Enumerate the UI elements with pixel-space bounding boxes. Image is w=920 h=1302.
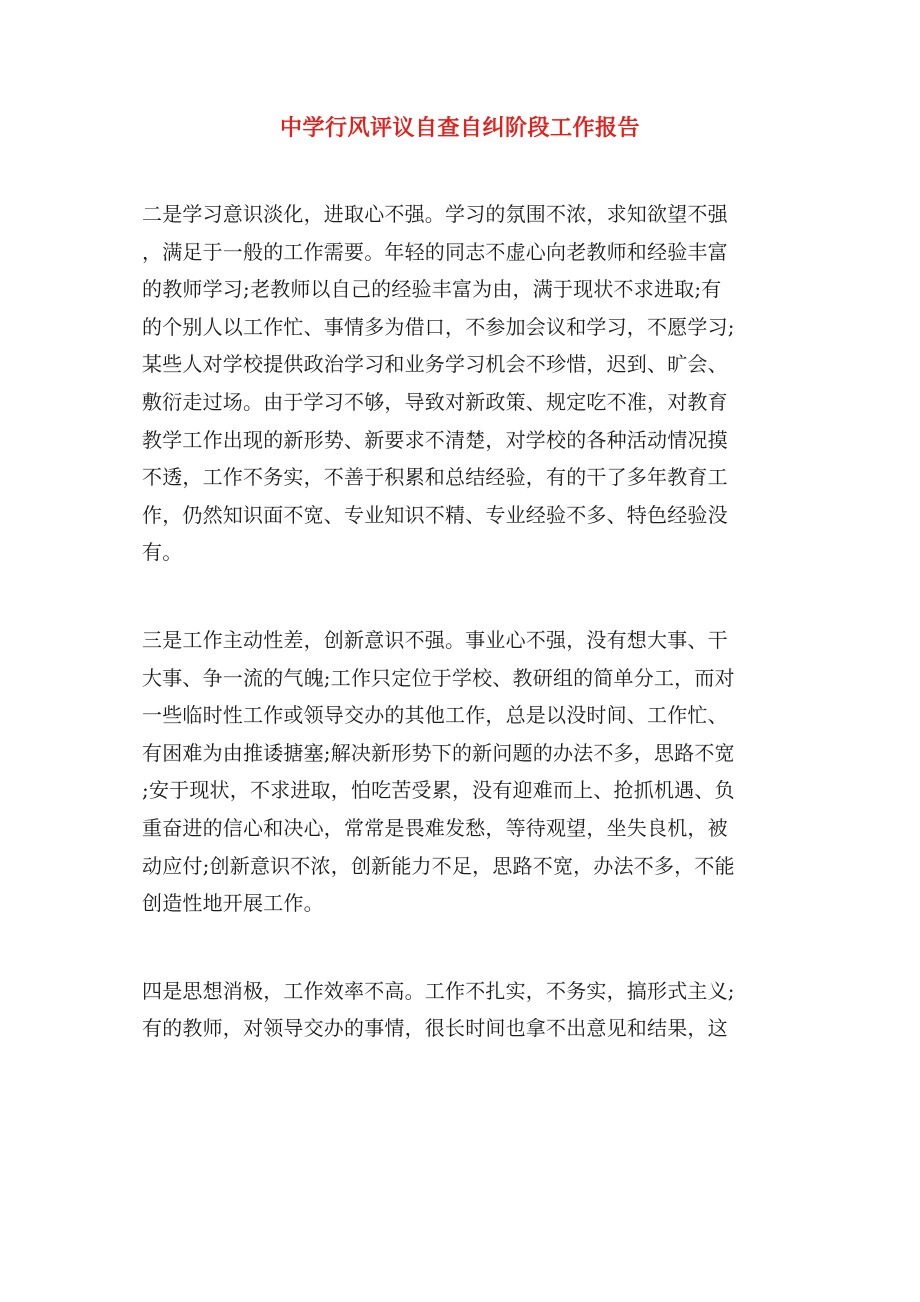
text-line: 有。 — [142, 540, 183, 565]
text-line: 的个别人以工作忙、事情多为借口，不参加会议和学习，不愿学习; — [142, 314, 735, 339]
document-title: 中学行风评议自查自纠阶段工作报告 — [279, 115, 640, 141]
text-line: 四是思想消极，工作效率不高。工作不扎实，不务实，搞形式主义; — [142, 978, 735, 1003]
text-line: 不透，工作不务实，不善于积累和总结经验，有的干了多年教育工 — [142, 465, 728, 490]
text-line: 一些临时性工作或领导交办的其他工作，总是以没时间、工作忙、 — [142, 703, 728, 728]
text-line: 敷衍走过场。由于学习不够，导致对新政策、规定吃不准，对教育 — [142, 389, 728, 414]
text-line: 动应付;创新意识不浓，创新能力不足，思路不宽，办法不多，不能 — [142, 853, 735, 878]
text-line: ，满足于一般的工作需要。年轻的同志不虚心向老教师和经验丰富 — [142, 239, 728, 264]
text-line: 作，仍然知识面不宽、专业知识不精、专业经验不多、特色经验没 — [142, 502, 728, 527]
text-line: 创造性地开展工作。 — [142, 891, 324, 916]
document-body — [142, 196, 782, 1098]
text-line: 三是工作主动性差，创新意识不强。事业心不强，没有想大事、干 — [142, 627, 728, 652]
text-line: 二是学习意识淡化，进取心不强。学习的氛围不浓，求知欲望不强 — [142, 202, 728, 226]
text-line: 有困难为由推诿搪塞;解决新形势下的新问题的办法不多，思路不宽 — [142, 740, 735, 765]
text-line: 的教师学习;老教师以自己的经验丰富为由，满于现状不求进取;有 — [142, 277, 722, 302]
paragraph-four — [142, 973, 782, 1048]
text-line: ;安于现状，不求进取，怕吃苦受累，没有迎难而上、抢抓机遇、负 — [142, 778, 735, 803]
text-line: 有的教师，对领导交办的事情，很长时间也拿不出意见和结果，这 — [142, 1016, 728, 1041]
text-line: 教学工作出现的新形势、新要求不清楚，对学校的各种活动情况摸 — [142, 427, 728, 452]
paragraph-two — [142, 196, 782, 572]
text-line: 大事、争一流的气魄;工作只定位于学校、教研组的简单分工，而对 — [142, 665, 735, 690]
text-line: 重奋进的信心和决心，常常是畏难发愁，等待观望，坐失良机，被 — [142, 815, 728, 840]
paragraph-three — [142, 622, 782, 923]
text-line: 某些人对学校提供政治学习和业务学习机会不珍惜，迟到、旷会、 — [142, 352, 728, 377]
